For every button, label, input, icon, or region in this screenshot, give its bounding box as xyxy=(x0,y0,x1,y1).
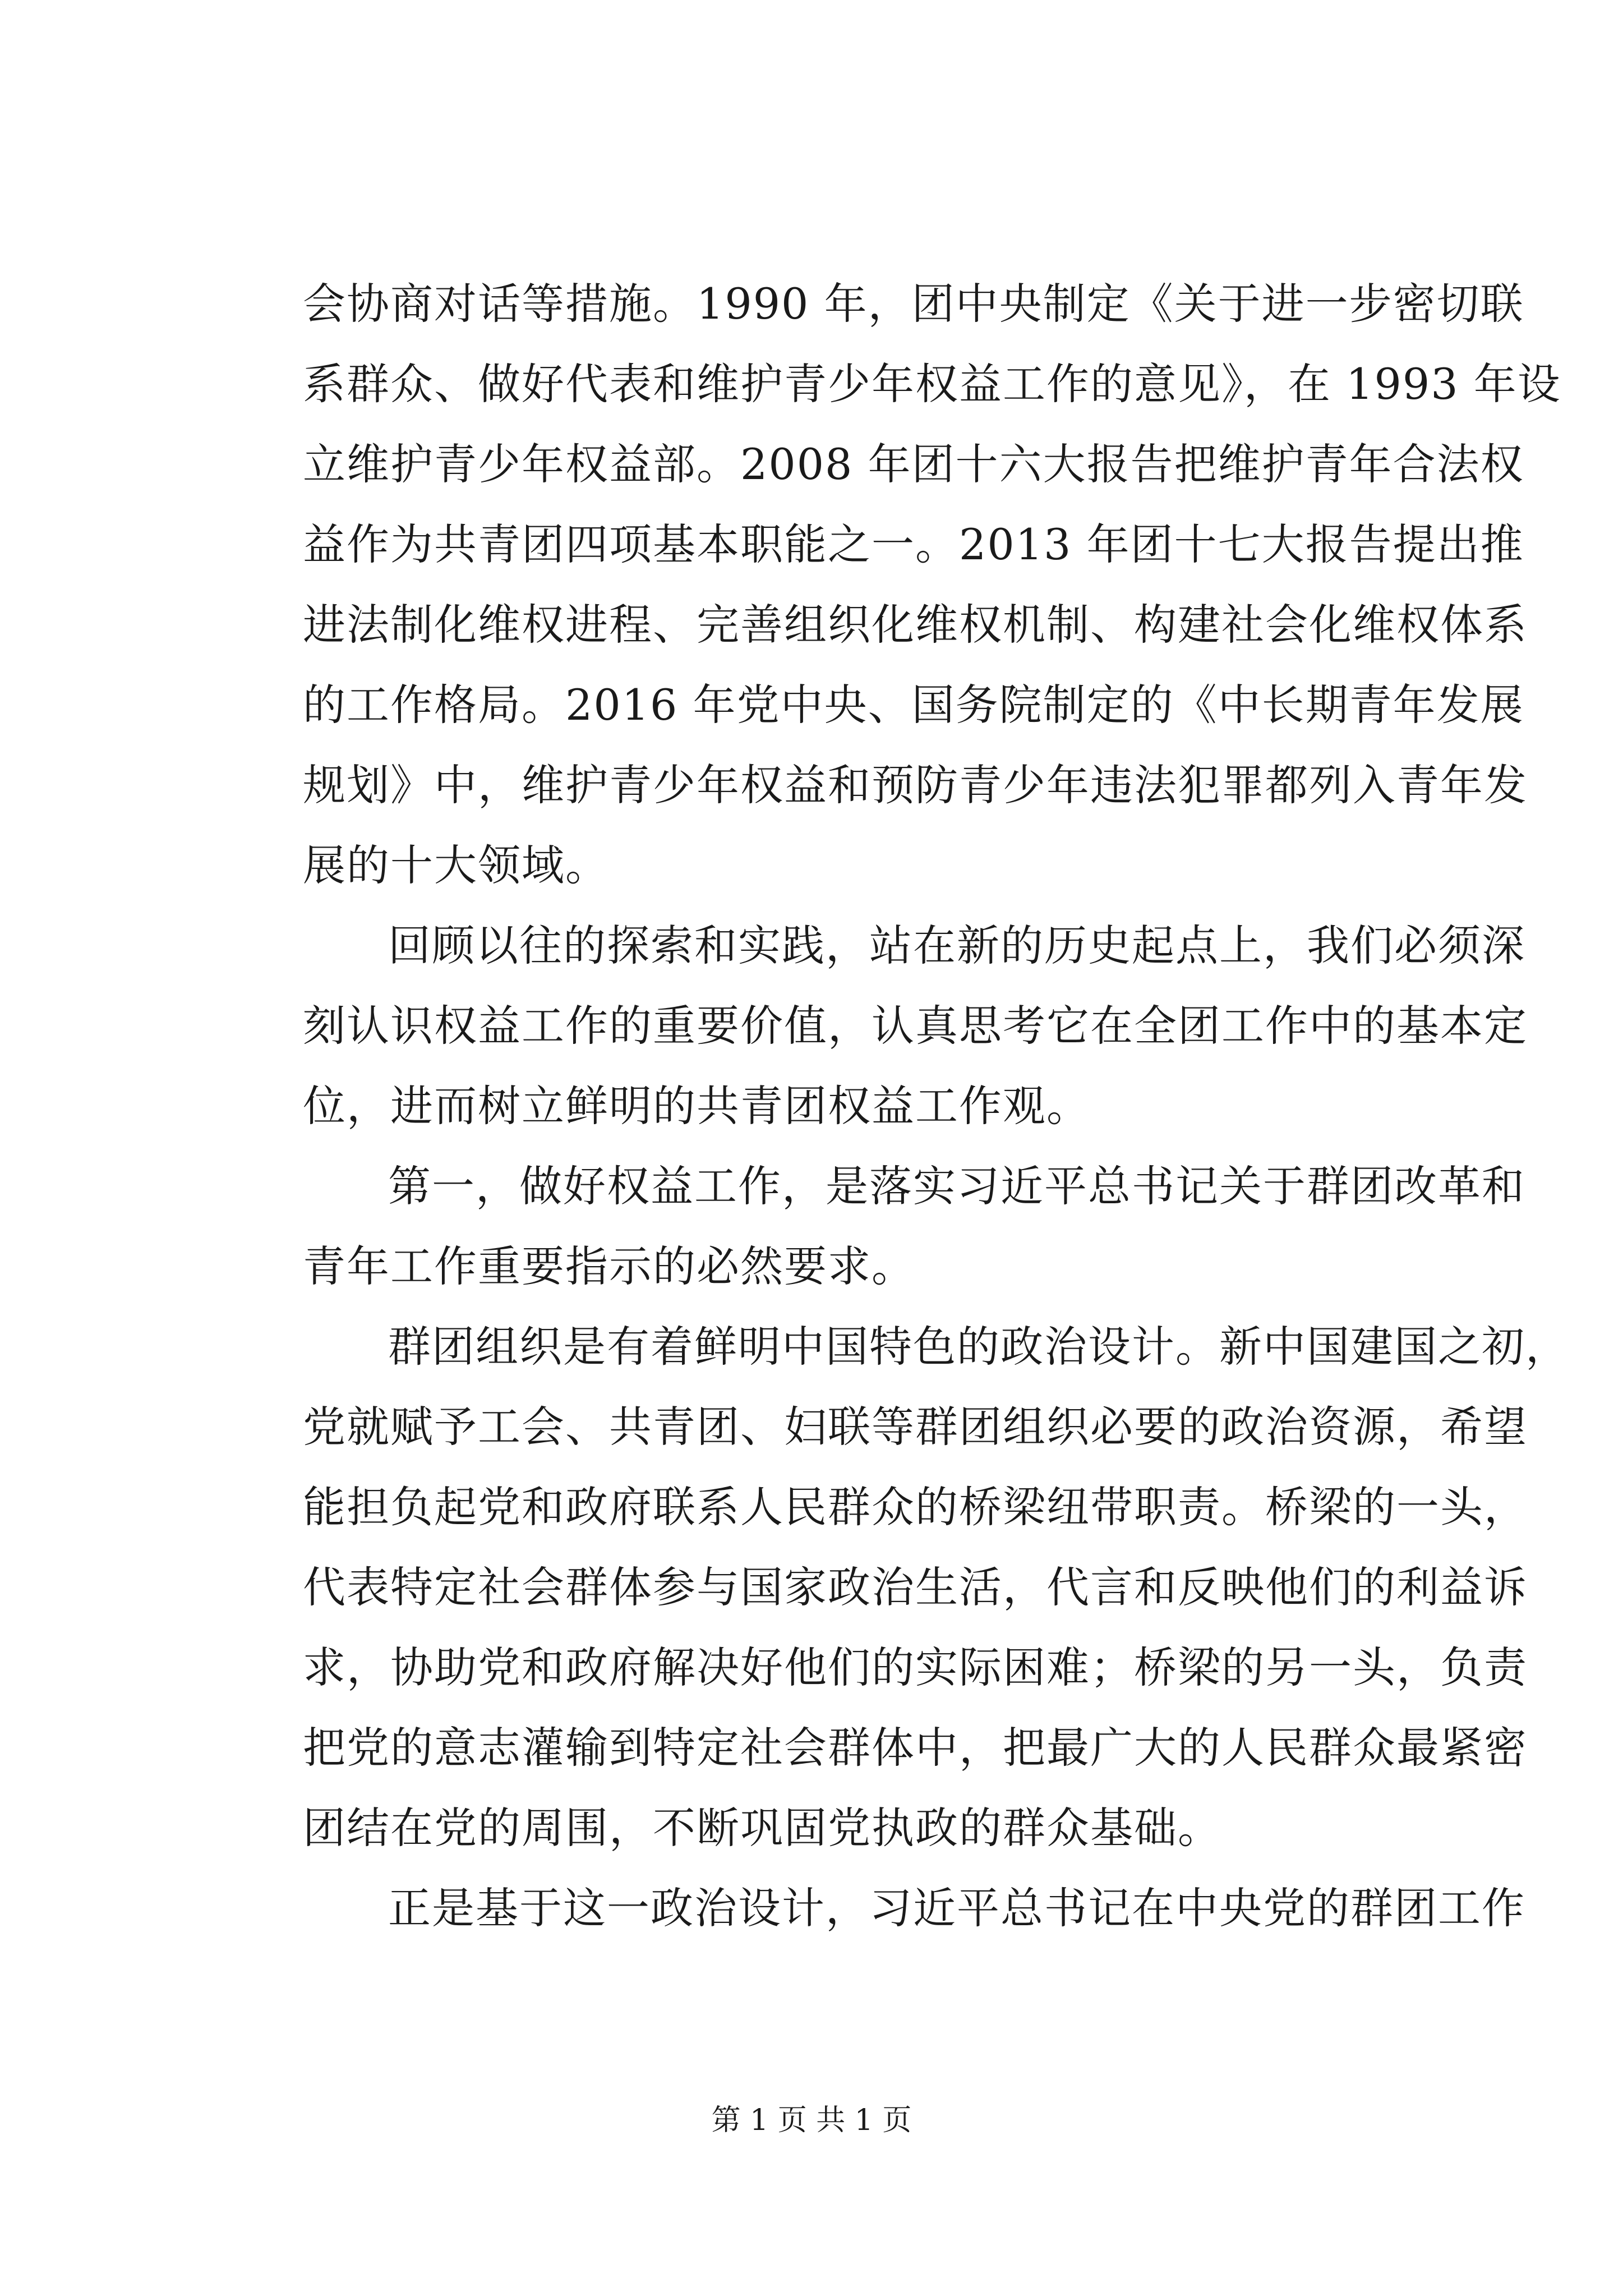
paragraph xyxy=(303,1146,1525,1306)
text-line: 规划》中，维护青少年权益和预防青少年违法犯罪都列入青年发 xyxy=(303,760,1528,810)
text-line: 党就赋予工会、共青团、妇联等群团组织必要的政治资源，希望 xyxy=(303,1402,1528,1452)
text-line: 能担负起党和政府联系人民群众的桥梁纽带职责。桥梁的一头， xyxy=(303,1482,1528,1532)
text-line: 立维护青少年权益部。2008 年团十六大报告把维护青年合法权 xyxy=(303,439,1524,489)
text-line: 团结在党的周围，不断巩固党执政的群众基础。 xyxy=(303,1803,1221,1853)
text-line: 会协商对话等措施。1990 年，团中央制定《关于进一步密切联 xyxy=(303,279,1524,329)
paragraph xyxy=(303,905,1528,1146)
text-line: 青年工作重要指示的必然要求。 xyxy=(303,1241,915,1291)
text-line: 益作为共青团四项基本职能之一。2013 年团十七大报告提出推 xyxy=(303,519,1524,569)
text-line: 回顾以往的探索和实践，站在新的历史起点上，我们必须深 xyxy=(388,921,1525,970)
page-footer xyxy=(0,2101,1623,2140)
text-line: 展的十大领域。 xyxy=(303,840,609,890)
page-number-label: 第 1 页 共 1 页 xyxy=(711,2104,912,2137)
text-line: 正是基于这一政治设计，习近平总书记在中央党的群团工作 xyxy=(388,1883,1525,1933)
text-line: 求，协助党和政府解决好他们的实际困难；桥梁的另一头，负责 xyxy=(303,1642,1528,1692)
text-line: 刻认识权益工作的重要价值，认真思考它在全团工作中的基本定 xyxy=(303,1001,1528,1051)
text-line: 进法制化维权进程、完善组织化维权机制、构建社会化维权体系 xyxy=(303,600,1528,650)
body-text xyxy=(303,264,1569,1948)
text-line: 第一，做好权益工作，是落实习近平总书记关于群团改革和 xyxy=(388,1161,1525,1211)
paragraph xyxy=(303,1306,1569,1868)
text-line: 代表特定社会群体参与国家政治生活，代言和反映他们的利益诉 xyxy=(303,1562,1528,1612)
text-line: 群团组织是有着鲜明中国特色的政治设计。新中国建国之初， xyxy=(388,1322,1569,1372)
text-line: 的工作格局。2016 年党中央、国务院制定的《中长期青年发展 xyxy=(303,680,1524,730)
paragraph xyxy=(303,1868,1525,1948)
text-line: 位，进而树立鲜明的共青团权益工作观。 xyxy=(303,1081,1090,1131)
text-line: 把党的意志灌输到特定社会群体中，把最广大的人民群众最紧密 xyxy=(303,1723,1528,1773)
text-line: 系群众、做好代表和维护青少年权益工作的意见》，在 1993 年设 xyxy=(303,359,1561,409)
paragraph xyxy=(303,264,1561,905)
